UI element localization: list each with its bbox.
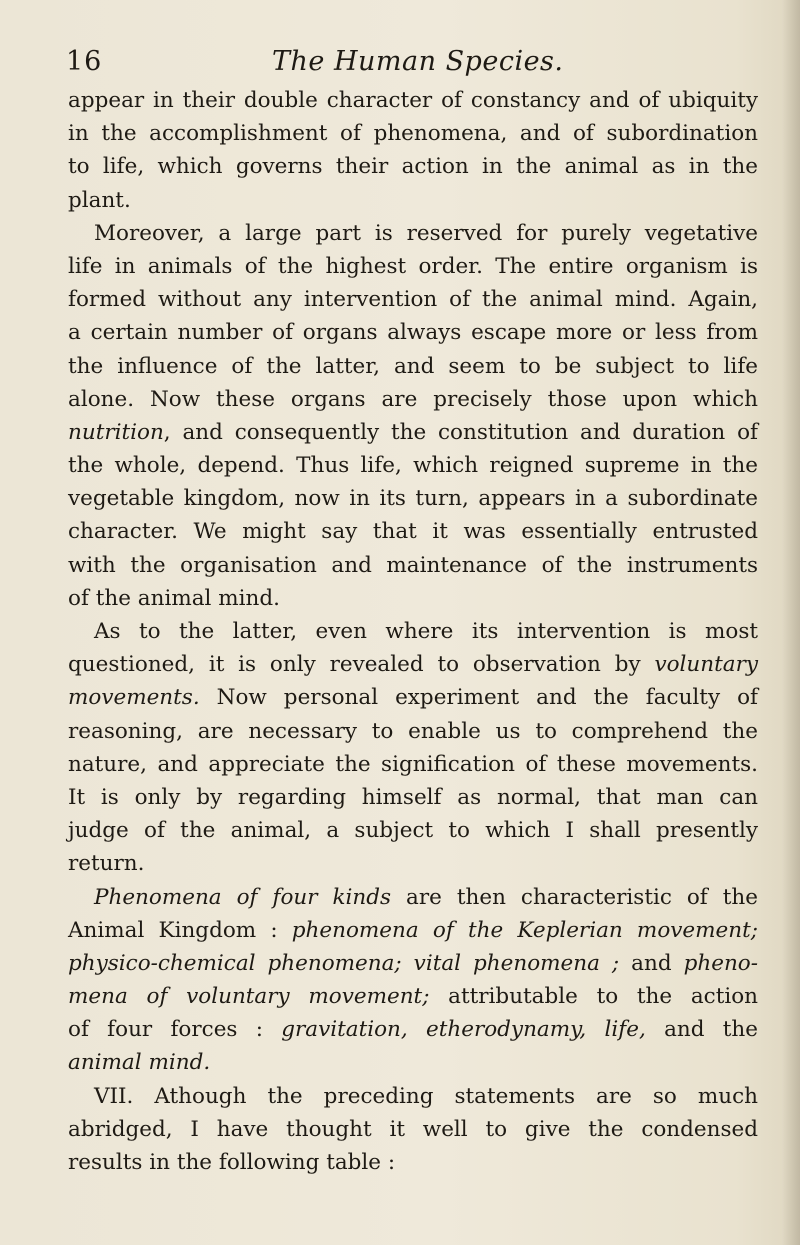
text-segment: in the accomplishment of phenomena, and of subordination: [68, 121, 758, 147]
text-segment: life in animals of the highest order. The entire organism is: [68, 253, 758, 279]
text-segment: with the organisation and maintenance of the instruments: [68, 552, 758, 578]
text-line: [68, 681, 758, 714]
text-line: [68, 350, 758, 383]
text-segment: are then characteristic of the: [391, 884, 758, 910]
italic-text: voluntary: [654, 652, 758, 678]
text-line: [68, 217, 758, 250]
text-line: [68, 283, 758, 316]
italic-text: pheno-: [683, 950, 758, 976]
text-segment: Animal Kingdom :: [68, 917, 292, 943]
text-segment: to life, which governs their action in the animal as in the: [68, 154, 758, 180]
text-segment: abridged, I have thought it well to give the condensed: [68, 1116, 758, 1142]
text-line: [68, 84, 758, 117]
body-text: [68, 84, 758, 1179]
text-line: [68, 914, 758, 947]
text-segment: , and consequently the constitution and duration of: [163, 419, 758, 445]
text-line: [68, 881, 758, 914]
italic-text: physico-chemical phenomena; vital phenomena ;: [68, 950, 620, 976]
text-segment: return.: [68, 851, 145, 877]
text-line: [68, 1146, 758, 1179]
italic-text: mena of voluntary movement;: [68, 984, 430, 1010]
text-line: [68, 582, 758, 615]
text-segment: VII. Athough the preceding statements are so much: [94, 1083, 758, 1109]
text-line: [68, 549, 758, 582]
text-segment: questioned, it is only revealed to observation by: [68, 652, 655, 678]
italic-text: gravitation, etherodynamy, life,: [281, 1017, 646, 1043]
text-segment: the influence of the latter, and seem to be subject to life: [68, 353, 758, 379]
text-line: [68, 847, 758, 880]
text-segment: Moreover, a large part is reserved for purely vegetative: [94, 220, 758, 246]
text-line: [68, 449, 758, 482]
text-segment: Now personal experiment and the faculty of: [199, 685, 758, 711]
text-line: [68, 814, 758, 847]
text-line: [68, 117, 758, 150]
text-segment: judge of the animal, a subject to which I shall presently: [68, 818, 758, 844]
text-segment: the whole, depend. Thus life, which reigned supreme in the: [68, 453, 758, 479]
italic-text: nutrition: [68, 419, 164, 445]
text-line: [68, 781, 758, 814]
text-line: [68, 615, 758, 648]
text-line: [68, 482, 758, 515]
text-segment: nature, and appreciate the signification of these movements.: [68, 751, 758, 777]
text-line: [68, 715, 758, 748]
text-line: [68, 250, 758, 283]
text-line: [68, 1046, 758, 1079]
text-segment: appear in their double character of constancy and of ubiquity: [68, 88, 758, 113]
text-line: [68, 1080, 758, 1113]
text-segment: attributable to the action: [429, 984, 759, 1010]
page-edge-shadow: [782, 0, 800, 1245]
text-line: [68, 184, 758, 217]
text-line: [68, 947, 758, 980]
text-segment: vegetable kingdom, now in its turn, appears in a subordinate: [68, 486, 758, 512]
text-segment: of four forces :: [68, 1017, 282, 1043]
italic-text: Phenomena of four kinds: [94, 884, 392, 910]
text-line: [68, 980, 758, 1013]
running-head: [0, 46, 800, 86]
text-line: [68, 515, 758, 548]
text-segment: and: [619, 950, 684, 976]
text-line: [68, 383, 758, 416]
text-segment: plant.: [68, 187, 131, 213]
text-line: [68, 648, 758, 681]
text-segment: reasoning, are necessary to enable us to comprehend the: [68, 718, 758, 744]
text-segment: and the: [645, 1017, 758, 1043]
text-line: [68, 416, 758, 449]
text-segment: alone. Now these organs are precisely those upon which: [68, 386, 758, 412]
text-line: [68, 316, 758, 349]
text-segment: a certain number of organs always escape more or less from: [68, 320, 758, 346]
text-line: [68, 150, 758, 183]
italic-text: movements.: [68, 685, 200, 711]
italic-text: phenomena of the Keplerian movement;: [291, 917, 758, 943]
text-segment: formed without any intervention of the animal mind. Again,: [68, 287, 758, 313]
running-title: The Human Species.: [272, 46, 564, 77]
text-line: [68, 1113, 758, 1146]
text-segment: It is only by regarding himself as normal, that man can: [68, 784, 758, 810]
page-number: 16: [66, 46, 103, 77]
text-segment: character. We might say that it was essentially entrusted: [68, 519, 758, 545]
text-segment: As to the latter, even where its intervention is most: [94, 619, 758, 644]
text-segment: of the animal mind.: [68, 585, 280, 611]
text-line: [68, 1013, 758, 1046]
italic-text: animal mind.: [68, 1050, 211, 1076]
text-segment: results in the following table :: [68, 1150, 396, 1175]
text-line: [68, 748, 758, 781]
